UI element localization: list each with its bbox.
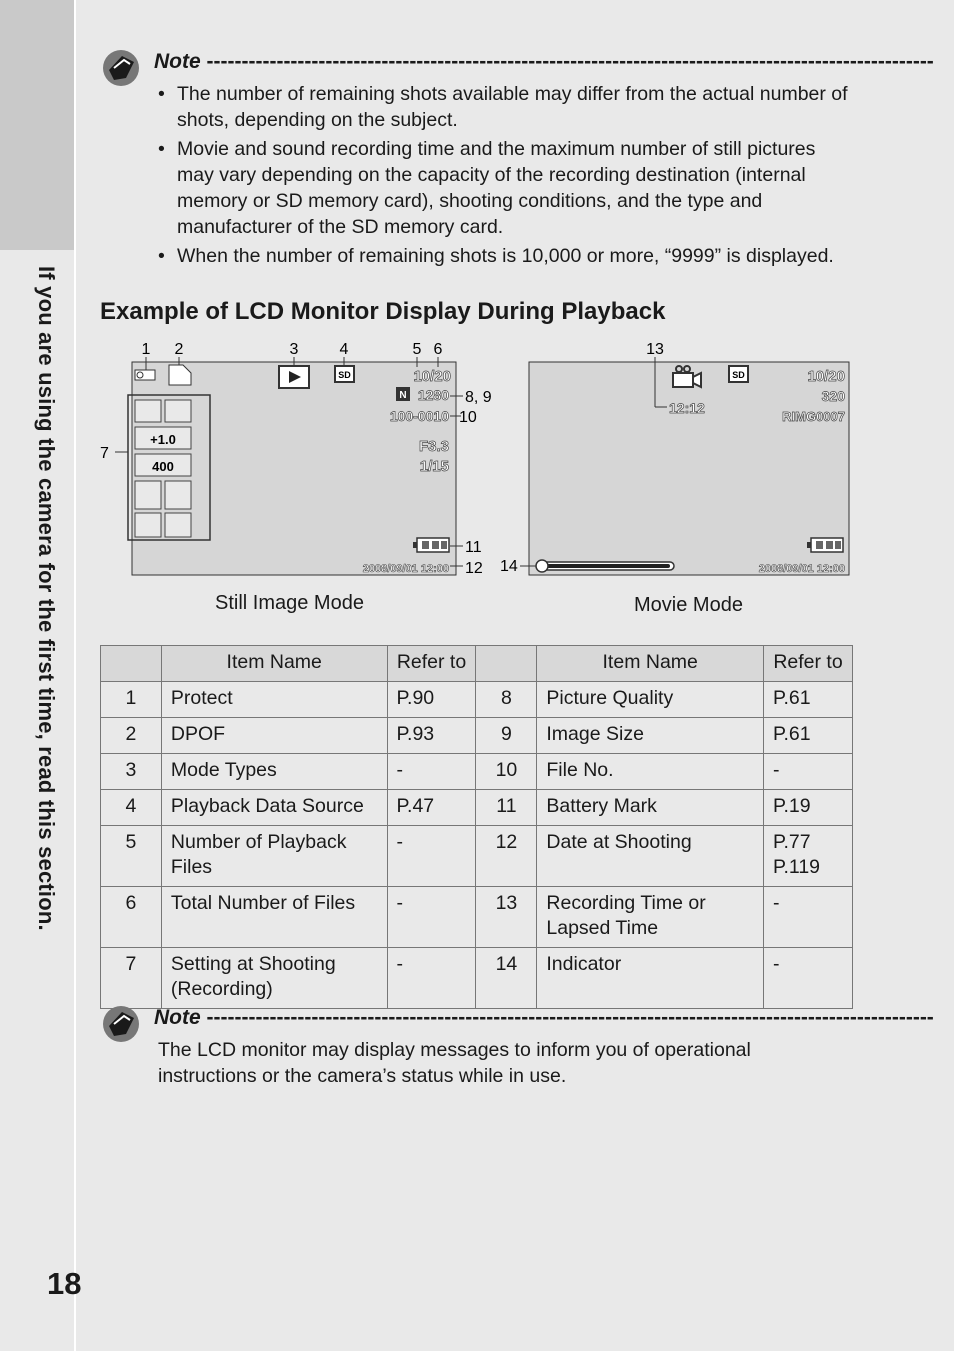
side-section-title: If you are using the camera for the first time, read this section.	[34, 266, 59, 931]
note-bullet: • The number of remaining shots available may differ from the actual number of shots, depending on the subject.	[158, 81, 852, 133]
movie-battery-icon	[807, 538, 843, 552]
still-shutter: 1/15	[419, 458, 449, 475]
playback-indicator-bar	[536, 560, 674, 572]
cell-number: 8	[476, 682, 537, 718]
note-title: Note --------------------------------------------------------------------------------------------------------	[154, 50, 934, 73]
callout-4: 4	[339, 341, 349, 358]
cell-item-name: Picture Quality	[537, 682, 764, 718]
cell-refer-to: P.61	[764, 682, 853, 718]
movie-date: 2008/09/01 12:00	[758, 563, 845, 575]
cell-refer-to: -	[764, 948, 853, 1009]
setting-icon-flash	[135, 513, 161, 537]
table-row	[101, 682, 853, 718]
item-reference-table	[100, 645, 853, 1009]
sd-card-icon	[335, 366, 354, 382]
cell-item-name: Battery Mark	[537, 790, 764, 826]
still-aperture: F3.3	[418, 438, 449, 455]
still-mode-caption: Still Image Mode	[215, 592, 364, 614]
cell-refer-to: P.47	[387, 790, 476, 826]
cell-refer-to: P.19	[764, 790, 853, 826]
table-row	[101, 718, 853, 754]
cell-refer-to: -	[387, 826, 476, 887]
table-row	[101, 754, 853, 790]
setting-icon-sdfit	[165, 481, 191, 509]
movie-image-size: 320	[821, 388, 845, 404]
header-item-name: Item Name	[537, 646, 764, 682]
svg-text:SD: SD	[338, 370, 351, 380]
quality-icon	[396, 387, 410, 401]
cell-number: 11	[476, 790, 537, 826]
cell-number: 10	[476, 754, 537, 790]
cell-refer-to: -	[387, 887, 476, 948]
cell-number: 2	[101, 718, 162, 754]
note-bullet: • Movie and sound recording time and the maximum number of still pictures may vary depending on the capacity of the recording destination (internal memory or SD memory card), shooting conditions, and the type and manufacturer of the SD memory card.	[158, 136, 852, 240]
cell-item-name: DPOF	[161, 718, 387, 754]
callout-2: 2	[174, 341, 184, 358]
still-date: 2008/09/01 12:00	[362, 563, 449, 575]
table-header-row	[101, 646, 853, 682]
cell-item-name: File No.	[537, 754, 764, 790]
cell-number: 1	[101, 682, 162, 718]
cell-item-name: Mode Types	[161, 754, 387, 790]
cell-refer-to: -	[764, 887, 853, 948]
cell-refer-to: P.77 P.119	[764, 826, 853, 887]
cell-number: 3	[101, 754, 162, 790]
still-file-count: 10/20	[413, 368, 451, 385]
header-number	[101, 646, 162, 682]
note-bullet-list	[158, 81, 852, 272]
setting-icon-metering	[135, 481, 161, 509]
note-text: The LCD monitor may display messages to inform you of operational instructions or the camera’s status while in use.	[158, 1039, 751, 1087]
callout-10: 10	[459, 409, 477, 426]
lcd-figures	[95, 335, 865, 625]
note-bullet: • When the number of remaining shots is 10,000 or more, “9999” is displayed.	[158, 243, 852, 269]
cell-refer-to: P.61	[764, 718, 853, 754]
callout-13: 13	[646, 341, 664, 358]
note-hand-icon	[100, 1004, 142, 1044]
side-divider	[74, 0, 76, 1351]
cell-item-name: Indicator	[537, 948, 764, 1009]
cell-refer-to: P.90	[387, 682, 476, 718]
callout-8-9: 8, 9	[465, 389, 492, 406]
movie-file-count: 10/20	[807, 368, 845, 385]
note-title: Note --------------------------------------------------------------------------------------------------------	[154, 1006, 934, 1029]
callout-6: 6	[433, 341, 443, 358]
callout-1: 1	[141, 341, 151, 358]
cell-number: 14	[476, 948, 537, 1009]
note-block-1	[100, 48, 934, 278]
svg-text:SD: SD	[732, 370, 745, 380]
setting-icon-sun	[165, 400, 191, 422]
cell-item-name: Number of Playback Files	[161, 826, 387, 887]
section-heading: Example of LCD Monitor Display During Playback	[100, 298, 666, 325]
callout-14: 14	[500, 558, 518, 575]
section-side-tab	[0, 0, 74, 250]
header-refer-to: Refer to	[387, 646, 476, 682]
callout-5: 5	[412, 341, 422, 358]
header-number	[476, 646, 537, 682]
battery-icon	[413, 538, 449, 552]
header-item-name: Item Name	[161, 646, 387, 682]
protect-icon	[135, 370, 155, 380]
still-file-no: 100-0010	[389, 408, 449, 424]
cell-number: 12	[476, 826, 537, 887]
cell-number: 5	[101, 826, 162, 887]
cell-refer-to: P.93	[387, 718, 476, 754]
setting-iso-value: 400	[152, 459, 174, 474]
setting-ev-value: +1.0	[150, 432, 176, 447]
movie-lcd-screen	[529, 362, 849, 575]
cell-refer-to: -	[764, 754, 853, 790]
callout-12: 12	[465, 560, 483, 577]
svg-text:N: N	[399, 390, 407, 401]
page-number: 18	[47, 1266, 82, 1301]
cell-item-name: Playback Data Source	[161, 790, 387, 826]
cell-item-name: Recording Time or Lapsed Time	[537, 887, 764, 948]
table-row	[101, 887, 853, 948]
playback-mode-icon	[279, 366, 309, 388]
cell-item-name: Protect	[161, 682, 387, 718]
cell-item-name: Total Number of Files	[161, 887, 387, 948]
note-block-2	[100, 1004, 934, 1104]
cell-number: 9	[476, 718, 537, 754]
lcd-diagrams	[95, 335, 865, 585]
header-refer-to: Refer to	[764, 646, 853, 682]
movie-rec-time: 12:12	[669, 400, 705, 416]
cell-number: 7	[101, 948, 162, 1009]
callout-7: 7	[100, 445, 109, 462]
movie-mode-caption: Movie Mode	[634, 594, 743, 616]
callout-3: 3	[289, 341, 299, 358]
note-hand-icon	[100, 48, 142, 88]
table-row	[101, 948, 853, 1009]
cell-number: 13	[476, 887, 537, 948]
setting-icon-wb	[135, 400, 161, 422]
cell-number: 6	[101, 887, 162, 948]
callout-11: 11	[465, 539, 482, 556]
cell-item-name: Setting at Shooting (Recording)	[161, 948, 387, 1009]
movie-sd-card-icon	[729, 366, 748, 382]
cell-number: 4	[101, 790, 162, 826]
still-image-size: 1280	[417, 387, 449, 403]
cell-item-name: Date at Shooting	[537, 826, 764, 887]
table-row	[101, 826, 853, 887]
table-row	[101, 790, 853, 826]
cell-refer-to: -	[387, 948, 476, 1009]
cell-item-name: Image Size	[537, 718, 764, 754]
cell-refer-to: -	[387, 754, 476, 790]
setting-icon-macro	[165, 513, 191, 537]
movie-file-no: RIMG0007	[782, 409, 845, 424]
